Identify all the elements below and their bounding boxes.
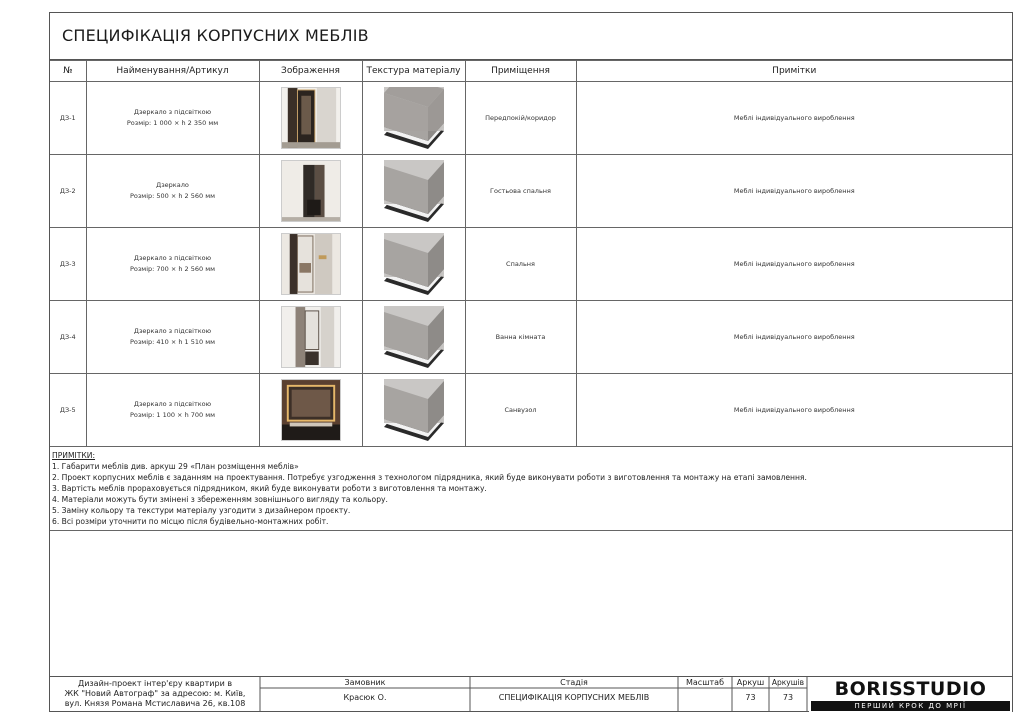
sheet-value: 73: [745, 693, 756, 702]
row-room: Гостьова спальня: [465, 155, 576, 228]
row-note: Меблі індивідуального вироблення: [576, 155, 1012, 228]
row-image-cell: [259, 374, 362, 447]
row-image-cell: [259, 82, 362, 155]
table-row: [50, 155, 1012, 228]
page-title: СПЕЦИФІКАЦІЯ КОРПУСНИХ МЕБЛІВ: [62, 26, 369, 45]
row-room: Санвузол: [465, 374, 576, 447]
row-room: Спальня: [465, 228, 576, 301]
drawing-sheet: [49, 12, 1013, 712]
texture-swatch: [384, 233, 444, 295]
row-name-cell: [86, 155, 259, 228]
item-size: Розмір: 410 × h 1 510 мм: [129, 338, 216, 346]
row-num: ДЗ-1: [50, 82, 86, 155]
row-note: Меблі індивідуального вироблення: [576, 228, 1012, 301]
brand-tagline: ПЕРШИЙ КРОК ДО МРІЇ: [811, 701, 1010, 711]
col-header-notes: Примітки: [576, 61, 1012, 82]
row-image-cell: [259, 301, 362, 374]
studio-logo: [809, 677, 1012, 712]
item-size: Розмір: 500 × h 2 560 мм: [129, 192, 216, 200]
item-name: Дзеркало з підсвіткою: [133, 327, 212, 335]
row-note: Меблі індивідуального вироблення: [576, 82, 1012, 155]
row-image-cell: [259, 228, 362, 301]
project-description: [50, 679, 260, 709]
table-row: [50, 301, 1012, 374]
mirror-photo: [281, 233, 341, 295]
mirror-photo: [281, 379, 341, 441]
table-row: [50, 82, 1012, 155]
row-name-cell: [86, 301, 259, 374]
item-size: Розмір: 1 000 × h 2 350 мм: [126, 119, 219, 127]
note-item: 1. Габарити меблів див. аркуш 29 «План розміщення меблів»: [52, 462, 299, 471]
note-item: 3. Вартість меблів прораховується підрядником, який буде виконувати роботи з виготовлення та монтажу.: [52, 484, 487, 493]
texture-swatch: [384, 87, 444, 149]
col-header-image: Зображення: [259, 61, 362, 82]
note-item: 2. Проект корпусних меблів є заданням на проектування. Потребує узгодження з технологом підрядника, який буде виконувати роботи з виготовлення та монтажу на етапі замовлення.: [52, 473, 807, 482]
row-name-cell: [86, 82, 259, 155]
stamp-block: [50, 676, 1012, 711]
project-line-3: вул. Князя Романа Мстиславича 26, кв.108: [64, 699, 246, 708]
row-texture-cell: [362, 82, 465, 155]
sheet-label: Аркуш: [736, 678, 765, 687]
mirror-photo: [281, 87, 341, 149]
col-header-texture: Текстура матеріалу: [362, 61, 465, 82]
row-num: ДЗ-4: [50, 301, 86, 374]
project-line-2: ЖК "Новий Автограф" за адресою: м. Київ,: [64, 689, 246, 698]
spec-table: [50, 60, 1012, 447]
row-note: Меблі індивідуального вироблення: [576, 301, 1012, 374]
row-texture-cell: [362, 155, 465, 228]
stage-label: Стадія: [560, 678, 588, 687]
item-size: Розмір: 1 100 × h 700 мм: [129, 411, 216, 419]
client-label: Замовник: [344, 678, 386, 687]
note-item: 5. Заміну кольору та текстури матеріалу узгодити з дизайнером проєкту.: [52, 506, 351, 515]
row-note: Меблі індивідуального вироблення: [576, 374, 1012, 447]
stage-value: СПЕЦИФІКАЦІЯ КОРПУСНИХ МЕБЛІВ: [498, 693, 650, 702]
row-image-cell: [259, 155, 362, 228]
mirror-photo: [281, 306, 341, 368]
header-row: [50, 61, 1012, 82]
texture-swatch: [384, 306, 444, 368]
notes-block: [50, 447, 1012, 531]
table-row: [50, 374, 1012, 447]
item-name: Дзеркало з підсвіткою: [133, 108, 212, 116]
client-value: Красюк О.: [343, 693, 387, 702]
row-num: ДЗ-5: [50, 374, 86, 447]
item-name: Дзеркало з підсвіткою: [133, 400, 212, 408]
row-room: Ванна кімната: [465, 301, 576, 374]
row-texture-cell: [362, 228, 465, 301]
item-name: Дзеркало: [156, 181, 189, 189]
row-num: ДЗ-2: [50, 155, 86, 228]
notes-title: ПРИМІТКИ:: [52, 451, 96, 460]
item-size: Розмір: 700 × h 2 560 мм: [129, 265, 216, 273]
texture-swatch: [384, 379, 444, 441]
project-line-1: Дизайн-проект інтер'єру квартири в: [77, 679, 233, 688]
sheets-value: 73: [782, 693, 794, 702]
col-header-room: Приміщення: [465, 61, 576, 82]
row-room: Передпокій/коридор: [465, 82, 576, 155]
title-block: [50, 13, 1012, 60]
mirror-photo: [281, 160, 341, 222]
row-name-cell: [86, 228, 259, 301]
item-name: Дзеркало з підсвіткою: [133, 254, 212, 262]
row-num: ДЗ-3: [50, 228, 86, 301]
texture-swatch: [384, 160, 444, 222]
note-item: 6. Всі розміри уточнити по місцю після будівельно-монтажних робіт.: [52, 517, 329, 526]
note-item: 4. Матеріали можуть бути змінені з збереженням зовнішнього вигляду та кольору.: [52, 495, 388, 504]
col-header-name: Найменування/Артикул: [86, 61, 259, 82]
table-row: [50, 228, 1012, 301]
brand-name: BORISSTUDIO: [834, 678, 987, 700]
sheets-label: Аркушів: [771, 678, 805, 687]
scale-label: Масштаб: [685, 678, 725, 687]
col-header-num: №: [50, 61, 86, 82]
row-name-cell: [86, 374, 259, 447]
row-texture-cell: [362, 374, 465, 447]
row-texture-cell: [362, 301, 465, 374]
